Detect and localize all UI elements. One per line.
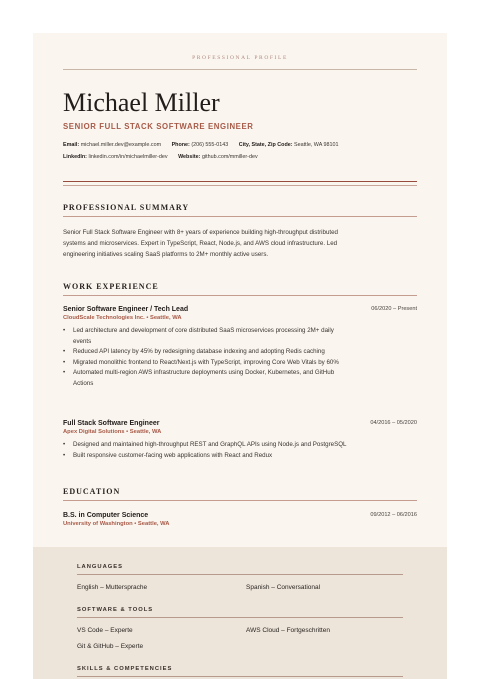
job-bullet: • Automated multi-region AWS infrastructure deployments using Docker, Kubernetes, and GitHub Actions [63, 368, 417, 389]
skills-heading: SKILLS & COMPETENCIES [77, 666, 173, 672]
contact-line-1 [63, 142, 417, 148]
resume-page [33, 33, 447, 679]
summary-divider [63, 216, 417, 217]
contact-line-2 [63, 154, 417, 160]
email-label: Email: [63, 142, 80, 148]
website-label: Website: [178, 154, 201, 160]
degree: B.S. in Computer Science [63, 512, 149, 519]
job-entry [63, 306, 417, 389]
job-entry [63, 420, 417, 461]
profile-label: PROFESSIONAL PROFILE [192, 55, 288, 61]
tools-divider [77, 617, 403, 618]
skills-panel [33, 547, 447, 679]
job-bullets [63, 326, 417, 389]
summary-heading: PROFESSIONAL SUMMARY [63, 203, 190, 212]
job-bullets [63, 440, 417, 461]
job-bullet: • Built responsive customer-facing web applications with React and Redux [63, 451, 417, 462]
job-title: Full Stack Software Engineer [63, 420, 160, 427]
linkedin-label: LinkedIn: [63, 154, 87, 160]
summary-text [63, 227, 417, 260]
job-bullet: • Reduced API latency by 45% by redesigning database indexing and adopting Redis caching [63, 347, 417, 358]
skills-divider [77, 676, 403, 677]
candidate-role: SENIOR FULL STACK SOFTWARE ENGINEER [63, 122, 254, 131]
tools-heading: SOFTWARE & TOOLS [77, 607, 154, 613]
phone-value: (206) 555-0143 [191, 142, 229, 148]
school: University of Washington • Seattle, WA [63, 521, 170, 527]
website-value: github.com/mmiller-dev [201, 154, 258, 160]
job-bullet: • Designed and maintained high-throughput REST and GraphQL APIs using Node.js and PostgreSQL [63, 440, 417, 451]
education-heading: EDUCATION [63, 487, 121, 496]
phone-label: Phone: [171, 142, 190, 148]
job-title: Senior Software Engineer / Tech Lead [63, 306, 189, 313]
address-label: City, State, Zip Code: [238, 142, 293, 148]
education-entry [63, 512, 417, 527]
email-value: michael.miller.dev@example.com [80, 142, 162, 148]
languages-divider [77, 574, 403, 575]
language-item: English – Muttersprache [77, 584, 148, 591]
experience-divider [63, 295, 417, 296]
tool-item: Git & GitHub – Experte [77, 643, 144, 650]
linkedin-value: linkedin.com/in/michaelmiller-dev [88, 154, 168, 160]
experience-heading: WORK EXPERIENCE [63, 282, 159, 291]
address-value: Seattle, WA 98101 [294, 142, 339, 148]
job-company: Apex Digital Solutions • Seattle, WA [63, 429, 162, 435]
tool-item: VS Code – Experte [77, 627, 133, 634]
job-company: CloudScale Technologies Inc. • Seattle, WA [63, 315, 182, 321]
language-item: Spanish – Conversational [246, 584, 321, 591]
languages-heading: LANGUAGES [77, 564, 124, 570]
job-dates: 06/2020 – Present [371, 306, 417, 312]
education-divider [63, 500, 417, 501]
summary-line: engineering initiatives scaling SaaS platforms to 2M+ monthly active users. [63, 251, 269, 258]
job-bullet: • Led architecture and development of core distributed SaaS microservices processing 2M+ daily events [63, 326, 417, 347]
candidate-name: Michael Miller [63, 88, 220, 117]
summary-line: Senior Full Stack Software Engineer with 8+ years of experience building high-throughput distributed [63, 229, 338, 236]
education-dates: 09/2012 – 06/2016 [370, 512, 417, 518]
job-dates: 04/2016 – 05/2020 [370, 420, 417, 426]
summary-line: systems and microservices. Expert in TypeScript, React, Node.js, and AWS cloud infrastructure. Led [63, 240, 338, 247]
job-bullet: • Migrated monolithic frontend to React/Next.js with TypeScript, improving Core Web Vitals by 60% [63, 358, 417, 369]
top-divider [63, 69, 417, 70]
tool-item: AWS Cloud – Fortgeschritten [246, 627, 330, 634]
